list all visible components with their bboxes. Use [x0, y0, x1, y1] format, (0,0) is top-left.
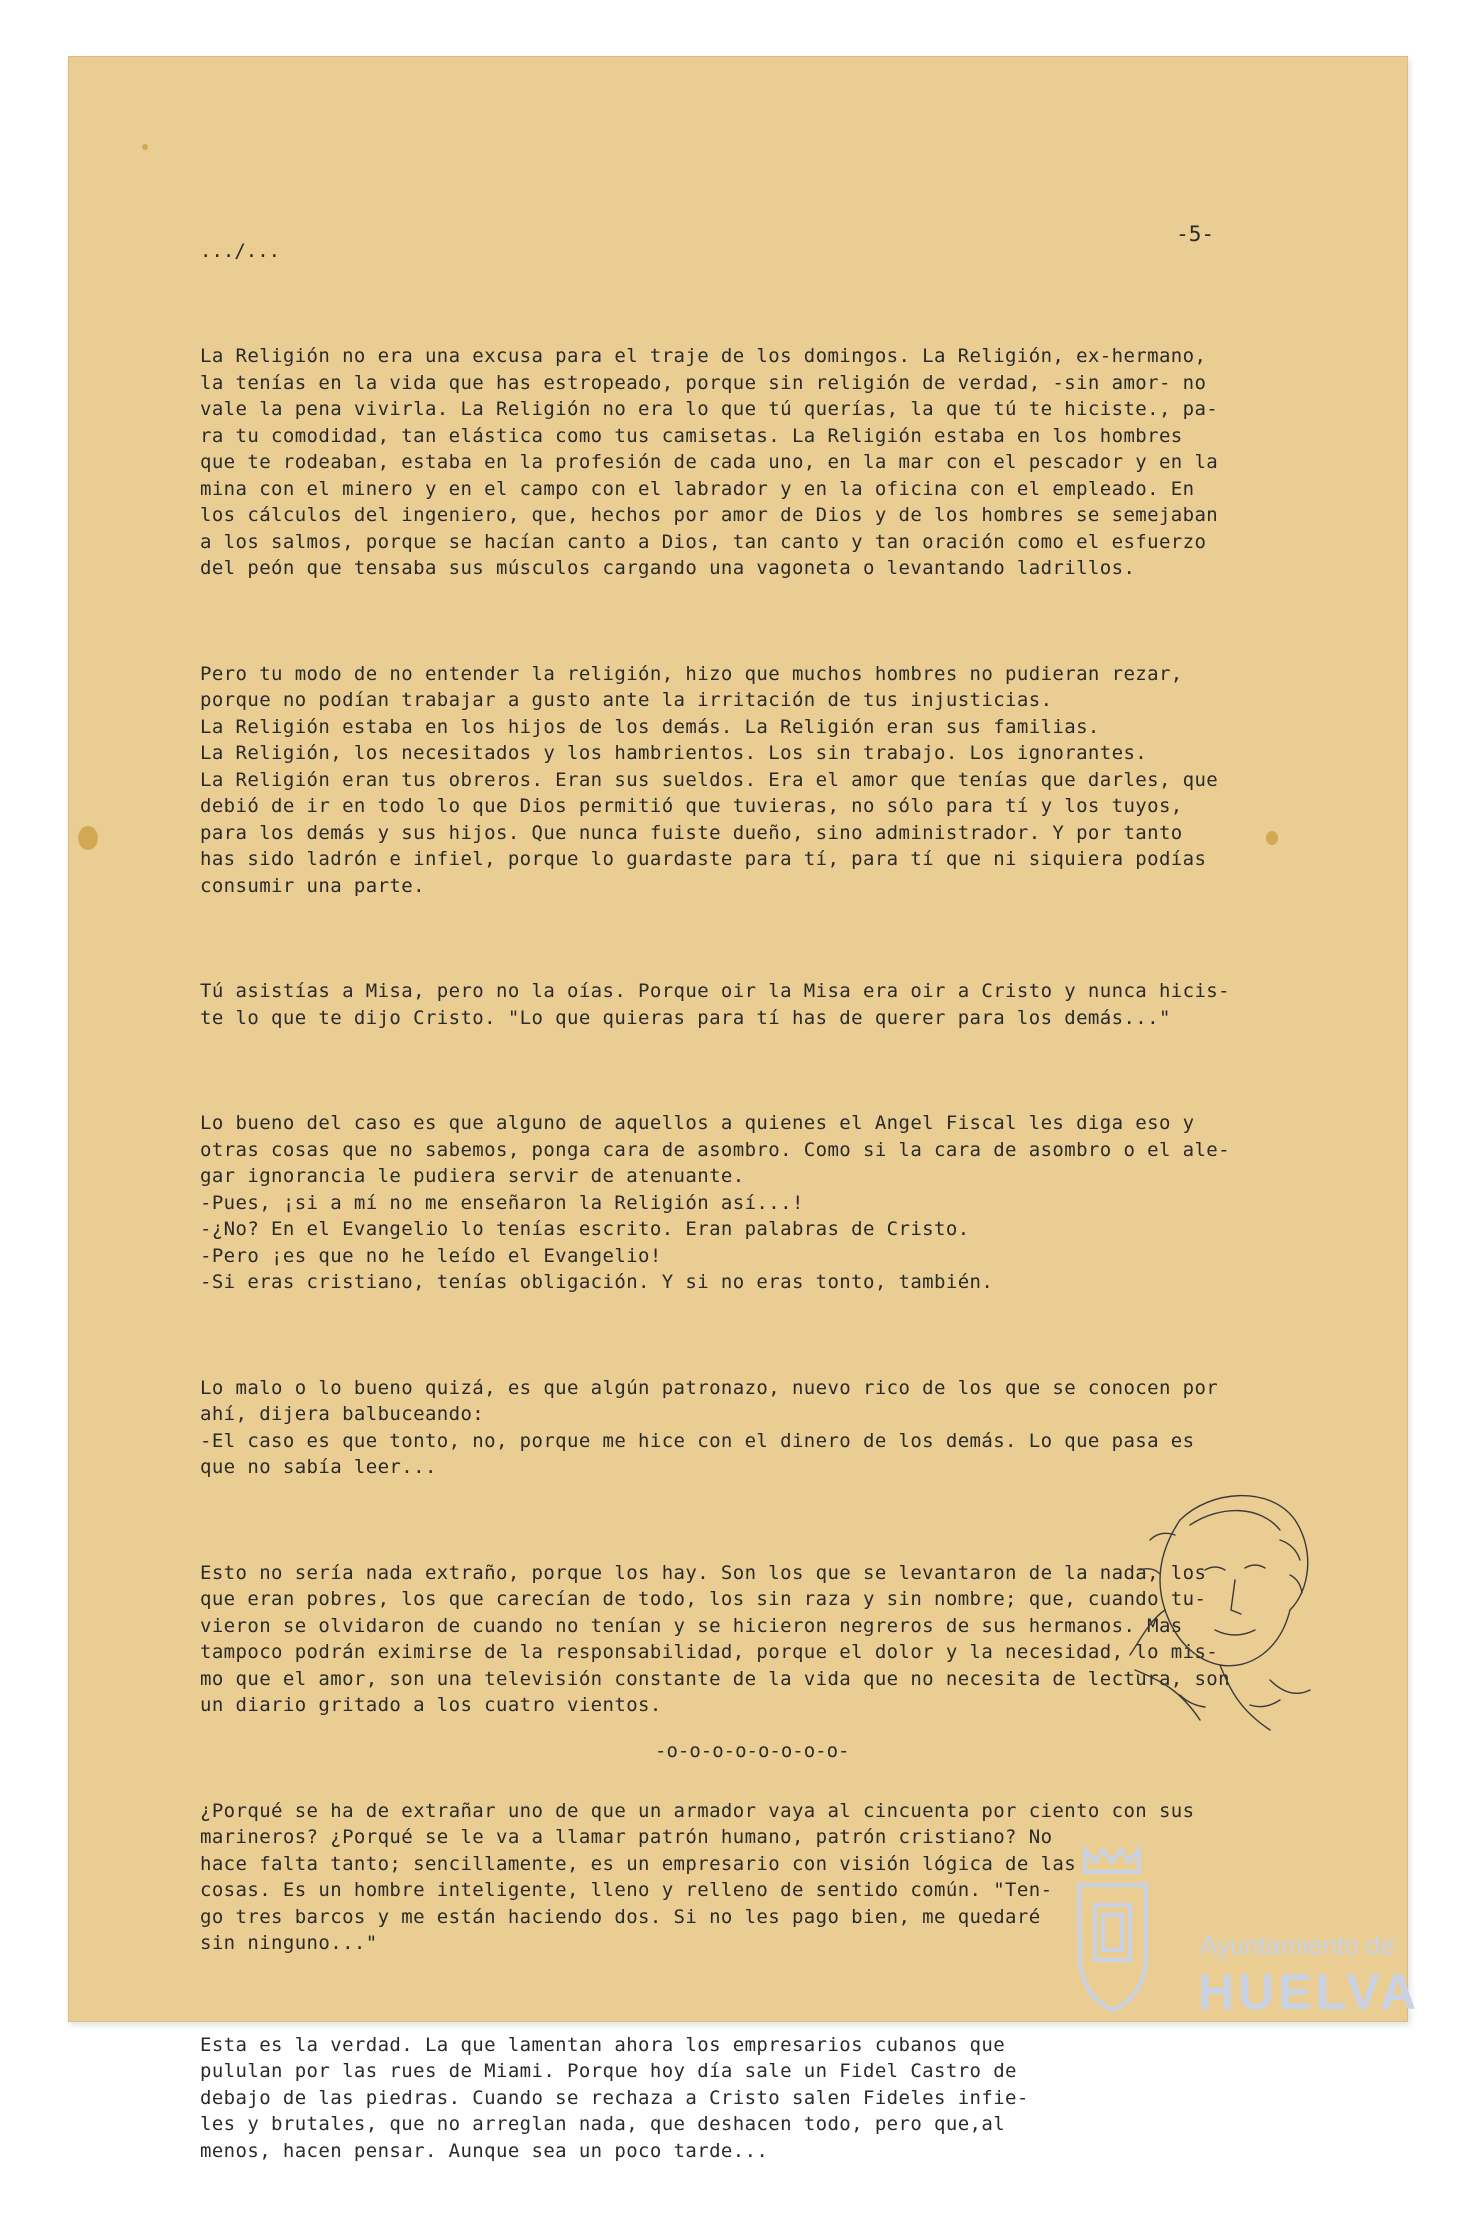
watermark-line2: HUELVA	[1198, 1964, 1421, 2020]
stain-mark	[142, 144, 148, 150]
paragraph: ¿Porqué se ha de extrañar uno de que un armador vaya al cincuenta por ciento con sus marineros? ¿Porqué se le va a llamar patrón humano, patrón cristiano? No hace falta tanto; sencillamente, es un empresario con visión lógica de las cosas. Es un hombre inteligente, lleno y relleno de sentido común. "Ten- go tres barcos y me están haciendo dos. Si no les pago bien, me quedaré sin ninguno..."	[200, 1799, 1195, 1954]
page-number: -5-	[1176, 222, 1214, 246]
paragraph: Esta es la verdad. La que lamentan ahora los empresarios cubanos que pululan por las rues de Miami. Porque hoy día sale un Fidel Castro de debajo de las piedras. Cuando se rechaza a Cristo salen Fideles infie- les y brutales, que no arreglan nada, que deshacen todo, pero que,al menos, hacen pensar. Aunque sea un poco tarde...	[200, 2033, 1029, 2162]
paragraph: Tú asistías a Misa, pero no la oías. Porque oir la Misa era oir a Cristo y nunca hicis- te lo que te dijo Cristo. "Lo que quieras para tí has de querer para los demás..."	[200, 980, 1230, 1029]
stain-mark	[78, 826, 98, 850]
paragraph: Pero tu modo de no entender la religión, hizo que muchos hombres no pudieran rezar, porque no podían trabajar a gusto ante la irritación de tus injusticias. La Religión estaba en los hijos de los demás. La Religión eran sus familias. La Religión, los necesitados y los hambrientos. Los sin trabajo. Los ignorantes. La Religión eran tus obreros. Eran sus sueldos. Era el amor que tenías que darles, que debió de ir en todo lo que Dios permitió que tuvieras, no sólo para tí y los tuyos, para los demás y sus hijos. Que nunca fuiste dueño, sino administrador. Y por tanto has sido ladrón e infiel, porque lo guardaste para tí, para tí que ni siquiera podías consumir una parte.	[200, 662, 1219, 897]
watermark-line1: Ayuntamiento de	[1200, 1930, 1395, 1960]
coat-of-arms-watermark-logo	[1065, 1845, 1160, 2025]
paragraph: Lo malo o lo bueno quizá, es que algún patronazo, nuevo rico de los que se conocen por ahí, dijera balbuceando: -El caso es que tonto, no, porque me hice con el dinero de los demás. Lo que pasa es que no sabía leer...	[200, 1376, 1219, 1478]
portrait-sketch-illustration	[1120, 1480, 1320, 1740]
end-divider: -o-o-o-o-o-o-o-o-	[655, 1740, 850, 1762]
paragraph: La Religión no era una excusa para el traje de los domingos. La Religión, ex-hermano, la tenías en la vida que has estropeado, porque sin religión de verdad, -sin amor- no vale la pena vivirla. La Religión no era lo que tú querías, la que tú te hiciste., pa- ra tu comodidad, tan elástica como tus camisetas. La Religión estaba en los hombres que te rodeaban, estaba en la profesión de cada uno, en la mar con el pescador y en la mina con el minero y en el campo con el labrador y en la oficina con el empleado. En los cálculos del ingeniero, que, hechos por amor de Dios y de los hombres se semejaban a los salmos, porque se hacían canto a Dios, tan canto y tan oración como el esfuerzo del peón que tensaba sus músculos cargando una vagoneta o levantando ladrillos.	[200, 345, 1219, 579]
paragraph: Esto no sería nada extraño, porque los hay. Son los que se levantaron de la nada, los que eran pobres, los que carecían de todo, los sin raza y sin nombre; que, cuando tu- vieron se olvidaron de cuando no tenían y se hicieron negreros de sus hermanos. Mas tampoco podrán eximirse de la responsabilidad, porque el dolor y la necesidad, lo mis- mo que el amor, son una televisión constante de la vida que no necesita de lectura, son un diario gritado a los cuatro vientos.	[200, 1561, 1230, 1716]
continuation-mark: .../...	[200, 240, 281, 262]
paragraph: Lo bueno del caso es que alguno de aquellos a quienes el Angel Fiscal les diga eso y otras cosas que no sabemos, ponga cara de asombro. Como si la cara de asombro o el ale- gar ignorancia le pudiera servir de atenuante. -Pues, ¡si a mí no me enseñaron la Religión así...! -¿No? En el Evangelio lo tenías escrito. Eran palabras de Cristo. -Pero ¡es que no he leído el Evangelio! -Si eras cristiano, tenías obligación. Y si no eras tonto, también.	[200, 1112, 1230, 1293]
